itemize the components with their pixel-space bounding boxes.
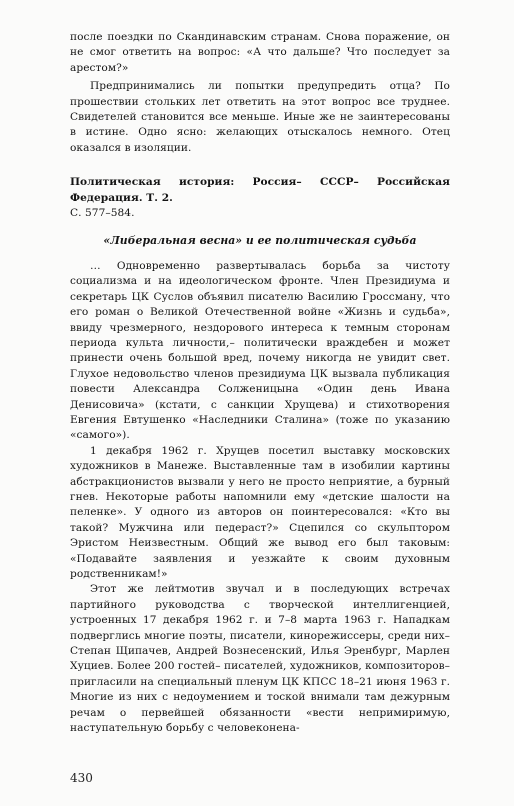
paragraph-manege-exhibition: 1 декабря 1962 г. Хрущев посетил выставку московских художников в Манеже. Выставленные там в изобилии картины абстракционистов вызвали у него не просто неприятие, а бурный гнев. Некоторые работы напомнили ему «детские шалости на пеленке». У одного из авторов он поинтересовался: «Кто вы такой? Мужчина или педераст?» Сцепился со скульптором Эристом Неизвестным. Общий же вывод его был таковым: «Подавайте заявления и уезжайте к своим духовным родственникам!»	[70, 444, 450, 580]
page-text-block	[70, 30, 450, 736]
section-heading: «Либеральная весна» и ее политическая судьба	[103, 234, 417, 248]
source-reference	[70, 175, 450, 221]
source-title: Политическая история: Россия– СССР– Российская Федерация. Т. 2.	[70, 176, 450, 204]
source-pages: С. 577–584.	[70, 207, 135, 220]
paragraph-attempts-to-warn: Предпринимались ли попытки предупредить отца? По прошествии стольких лет ответить на этот вопрос все труднее. Свидетелей становится все меньше. Иные же не заинтересованы в истине. Одно ясно: желающих отыскалось немного. Отец оказался в изоляции.	[70, 80, 450, 154]
paragraph-ideological-front: … Одновременно развертывалась борьба за чистоту социализма и на идеологическом фронте. Член Президиума и секретарь ЦК Суслов объявил писателю Василию Гроссману, что его роман о Великой Отечественной войне «Жизнь и судьба», ввиду чрезмерного, нездорового интереса к темным сторонам периода культа личности,– политически враждебен и может принести очень большой вред, почему никогда не увидит свет. Глухое недовольство членов президиума ЦК вызвала публикация повести Александра Солженицына «Один день Ивана Денисовича» (кстати, с санкции Хрущева) и стихотворения Евгения Евтушенко «Наследники Сталина» (тоже по указанию «самого»).	[70, 259, 450, 442]
paragraph-party-meetings: Этот же лейтмотив звучал и в последующих встречах партийного руководства с творческой интеллигенцией, устроенных 17 декабря 1962 г. и 7–8 марта 1963 г. Нападкам подверглись многие поэты, писатели, кинорежиссеры, среди них– Степан Щипачев, Андрей Вознесенский, Илья Эренбург, Марлен Хуциев. Более 200 гостей– писателей, художников, композиторов– пригласили на специальный пленум ЦК КПСС 18–21 июня 1963 г. Многие из них с недоумением и тоской внимали там дежурным речам о первейшей обязанности «вести непримиримую, наступательную борьбу с человеконена-	[70, 583, 450, 735]
page-number: 430	[70, 771, 93, 785]
paragraph-continuation: после поездки по Скандинавским странам. Снова поражение, он не смог ответить на вопрос: «А что дальше? Что последует за арестом?»	[70, 31, 450, 74]
